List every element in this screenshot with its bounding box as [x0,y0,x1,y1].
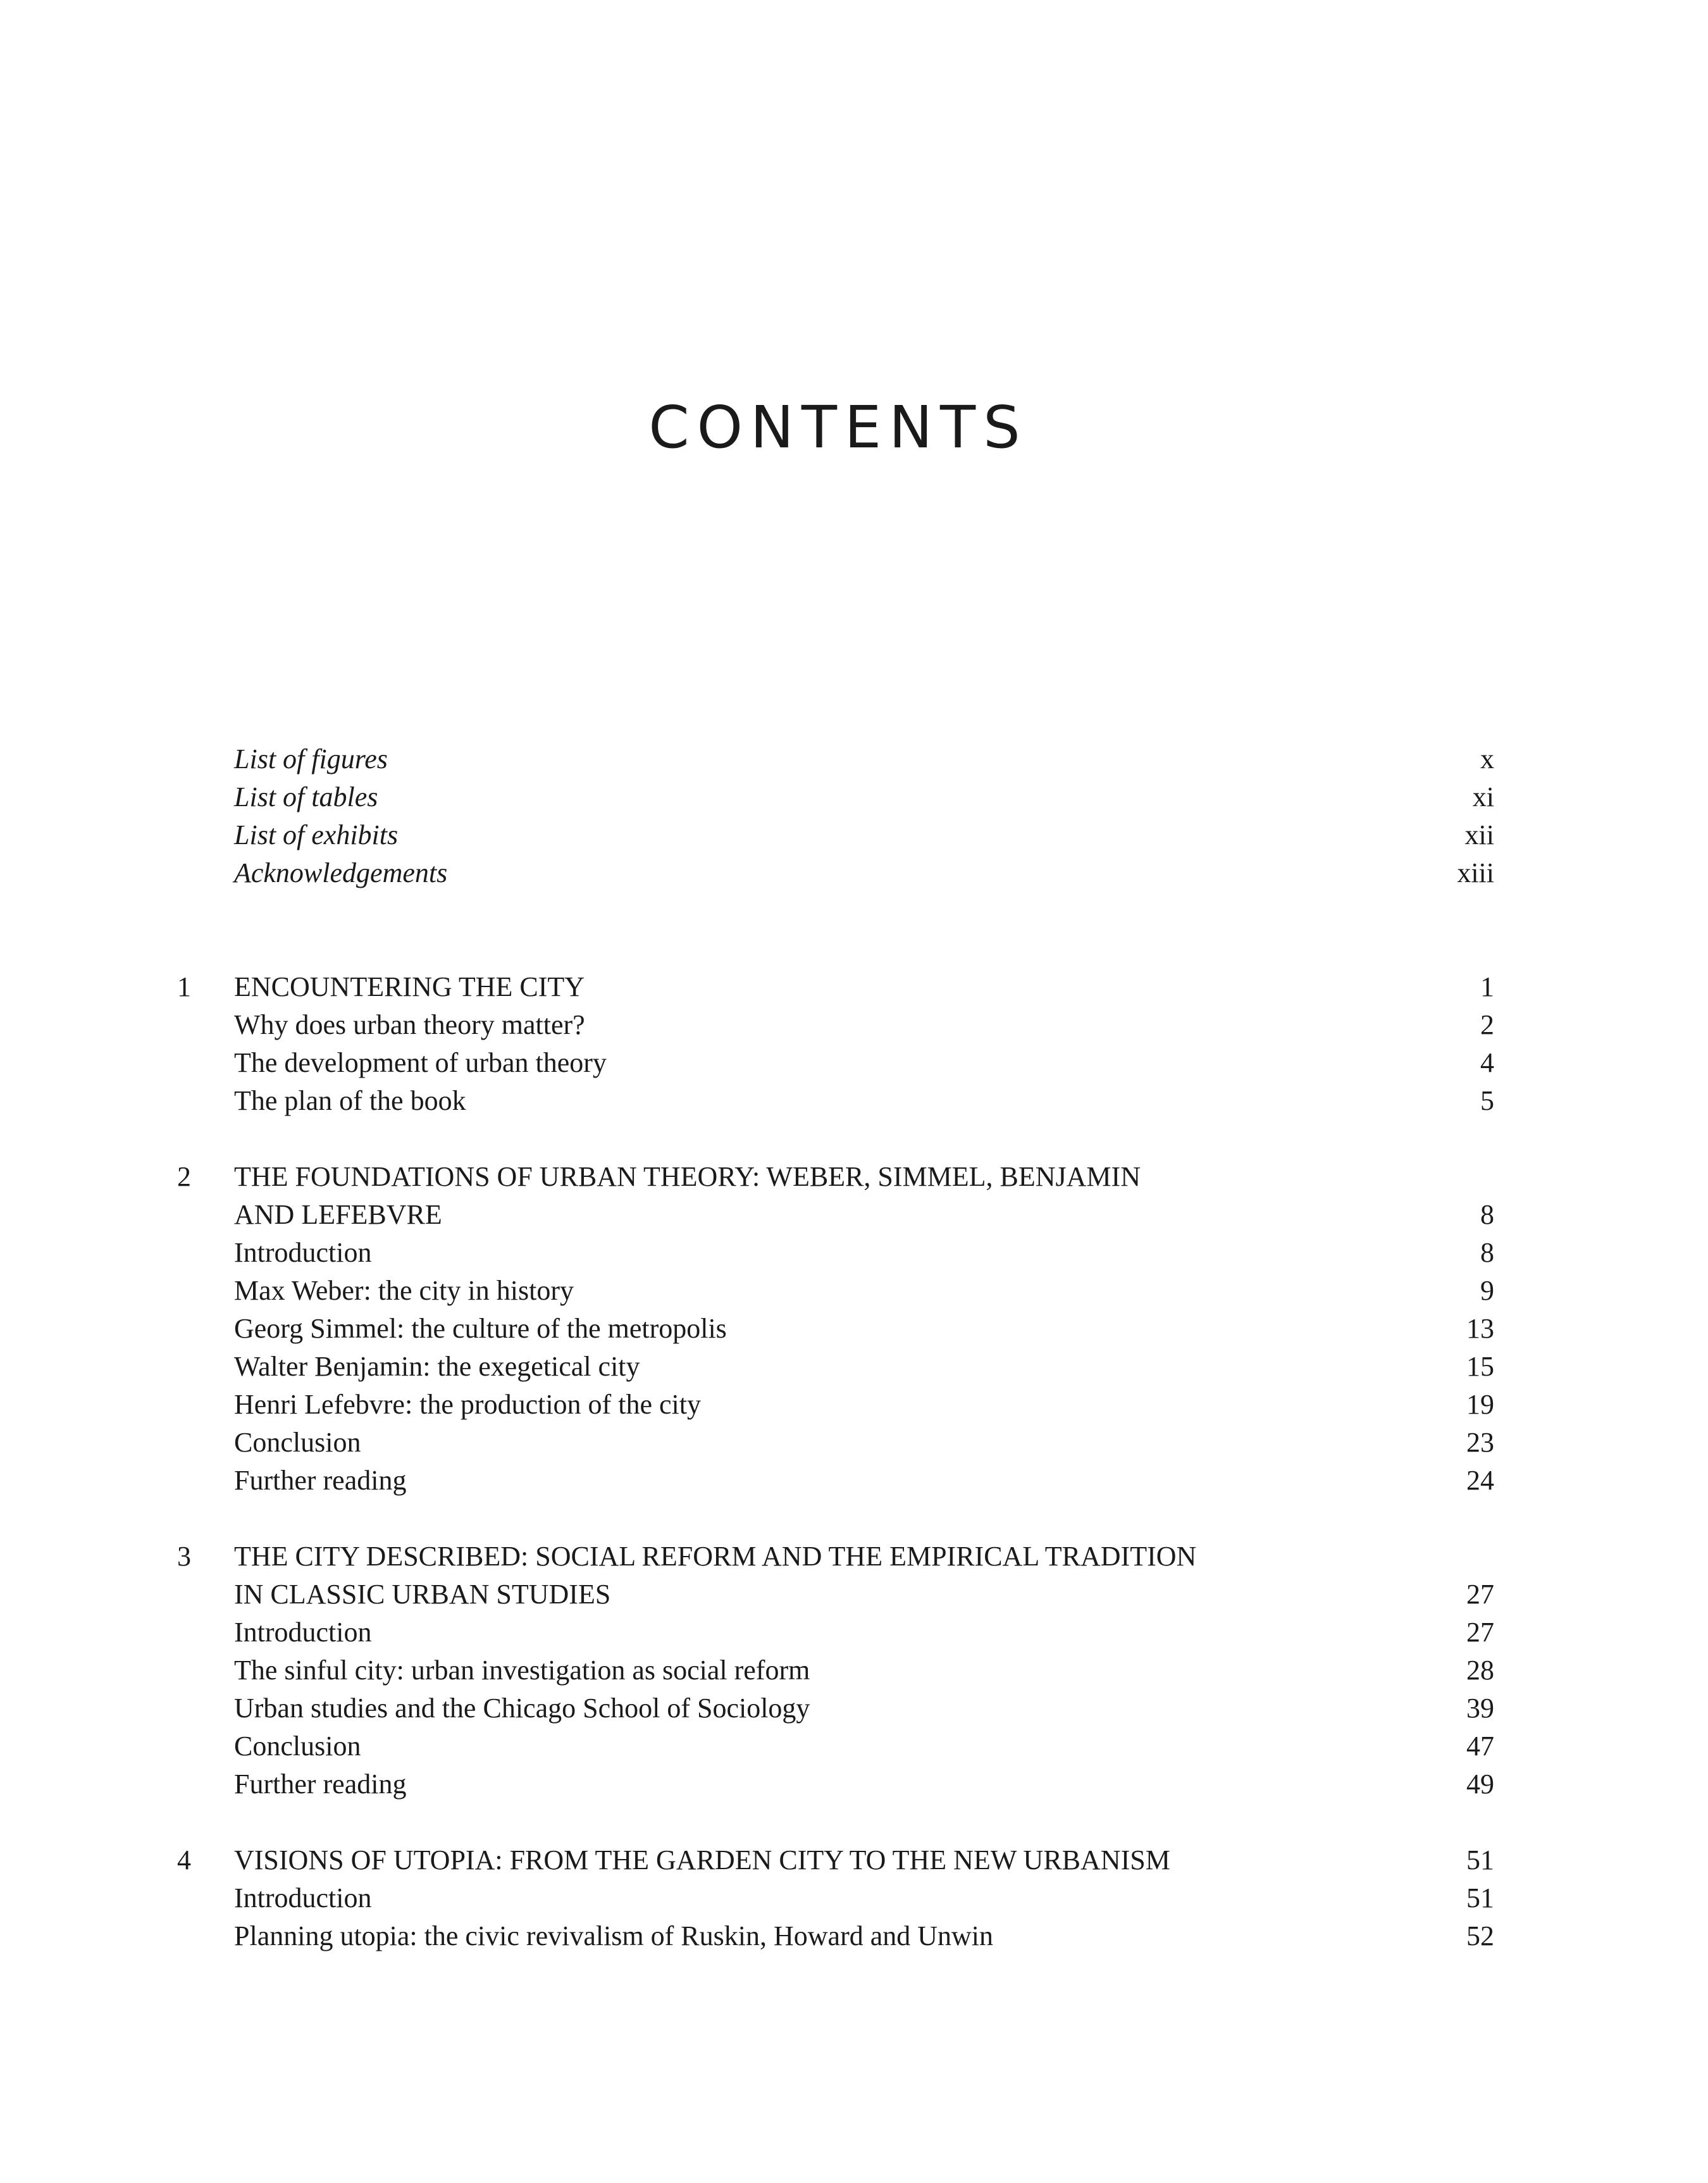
chapter-block [0,968,1708,1120]
front-matter-entry-title: Acknowledgements [234,857,448,888]
page-number: 8 [1480,1199,1494,1230]
section-entry-title: The plan of the book [234,1085,466,1116]
section-entry-title: Further reading [234,1465,407,1496]
page-number: 13 [1466,1313,1494,1344]
section-entry [0,1727,1708,1765]
chapter-heading [0,1576,1708,1614]
section-entry [0,1462,1708,1500]
section-entry-title: Introduction [234,1882,372,1913]
chapter-heading-title: THE CITY DESCRIBED: SOCIAL REFORM AND THE EMPIRICAL TRADITION [234,1541,1197,1572]
front-matter-entry [0,854,1708,892]
page-number: 24 [1466,1465,1494,1496]
front-matter-entry-title: List of figures [234,743,388,774]
page-number: 4 [1480,1047,1494,1078]
section-entry [0,1614,1708,1651]
page-number: 27 [1466,1617,1494,1648]
section-entry-title: Conclusion [234,1731,361,1762]
section-entry [0,1917,1708,1955]
front-matter-entry-title: List of tables [234,781,378,812]
section-entry-title: Conclusion [234,1427,361,1458]
chapter-heading [0,1841,1708,1879]
chapter-block [0,1158,1708,1500]
chapter-number: 2 [177,1161,191,1192]
chapter-list [0,968,1708,1955]
section-entry [0,1879,1708,1917]
page-number: 5 [1480,1085,1494,1116]
section-entry [0,1082,1708,1120]
page-number: 39 [1466,1693,1494,1724]
chapter-block [0,1538,1708,1803]
section-entry-title: Introduction [234,1237,372,1268]
section-entry-title: Further reading [234,1769,407,1800]
page-number: xii [1464,819,1494,850]
page-number: x [1480,743,1494,774]
section-entry-title: Georg Simmel: the culture of the metropolis [234,1313,727,1344]
section-entry-title: The sinful city: urban investigation as social reform [234,1655,810,1686]
section-entry-title: Max Weber: the city in history [234,1275,574,1306]
front-matter-entry [0,740,1708,778]
chapter-number: 1 [177,971,191,1002]
page-number: 2 [1480,1009,1494,1040]
section-entry [0,1765,1708,1803]
chapter-heading-title: AND LEFEBVRE [234,1199,442,1230]
section-entry-title: Urban studies and the Chicago School of Sociology [234,1693,810,1724]
table-of-contents [0,740,1708,1993]
front-matter-entry [0,816,1708,854]
page-number: xiii [1457,857,1494,888]
section-entry [0,1234,1708,1272]
chapter-heading [0,1196,1708,1234]
front-matter-entry [0,778,1708,816]
chapter-heading [0,1158,1708,1196]
chapter-heading [0,968,1708,1006]
page-number: xi [1472,781,1494,812]
section-entry-title: Planning utopia: the civic revivalism of Ruskin, Howard and Unwin [234,1920,994,1951]
section-entry [0,1689,1708,1727]
chapter-heading-title: VISIONS OF UTOPIA: FROM THE GARDEN CITY TO THE NEW URBANISM [234,1844,1170,1875]
section-entry [0,1651,1708,1689]
chapter-block [0,1841,1708,1955]
page-number: 27 [1466,1579,1494,1610]
section-entry [0,1424,1708,1462]
chapter-heading-title: ENCOUNTERING THE CITY [234,971,585,1002]
section-entry-title: Why does urban theory matter? [234,1009,585,1040]
chapter-number: 3 [177,1541,191,1572]
chapter-heading [0,1538,1708,1576]
section-entry [0,1272,1708,1310]
page-title: CONTENTS [648,394,1028,461]
section-entry [0,1006,1708,1044]
page-number: 51 [1466,1882,1494,1913]
section-entry-title: Henri Lefebvre: the production of the city [234,1389,701,1420]
page-number: 9 [1480,1275,1494,1306]
section-entry-title: Walter Benjamin: the exegetical city [234,1351,640,1382]
page-number: 51 [1466,1844,1494,1875]
page-number: 15 [1466,1351,1494,1382]
section-entry [0,1044,1708,1082]
chapter-heading-title: THE FOUNDATIONS OF URBAN THEORY: WEBER, SIMMEL, BENJAMIN [234,1161,1141,1192]
front-matter-entry-title: List of exhibits [234,819,399,850]
page-number: 49 [1466,1769,1494,1800]
chapter-number: 4 [177,1844,191,1875]
page-number: 23 [1466,1427,1494,1458]
page-number: 19 [1466,1389,1494,1420]
chapter-heading-title: IN CLASSIC URBAN STUDIES [234,1579,611,1610]
page-number: 1 [1480,971,1494,1002]
section-entry-title: Introduction [234,1617,372,1648]
page-number: 47 [1466,1731,1494,1762]
section-entry [0,1348,1708,1386]
section-entry [0,1386,1708,1424]
page-number: 52 [1466,1920,1494,1951]
front-matter-list [0,740,1708,892]
page-number: 8 [1480,1237,1494,1268]
page-number: 28 [1466,1655,1494,1686]
section-entry-title: The development of urban theory [234,1047,607,1078]
section-entry [0,1310,1708,1348]
